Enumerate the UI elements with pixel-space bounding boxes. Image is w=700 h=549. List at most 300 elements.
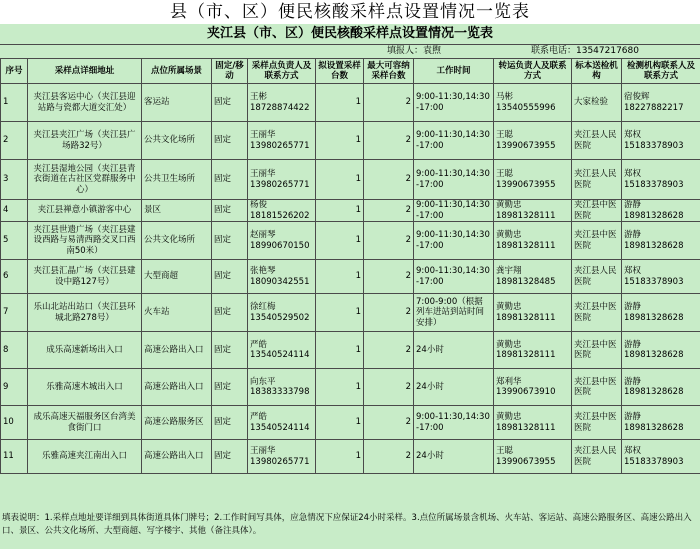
transport-phone: 18981328111 [496,210,556,221]
table-cell [572,84,622,122]
table-cell [414,294,494,332]
lab-contact-name: 游静 [624,376,642,387]
responsible-name: 严皓 [250,412,268,422]
max-count: 2 [405,135,411,146]
table-row [1,440,700,474]
table-cell [248,440,316,474]
table-cell [1,222,28,260]
work-time: 24小时 [416,344,444,355]
table-cell [248,406,316,440]
max-count: 2 [405,97,411,108]
site-address: 夹江县湿地公园（夹江县青衣街道在古社区党群服务中心） [33,163,136,195]
max-count: 2 [405,344,411,355]
lab-name: 夹江县中医医院 [574,302,617,323]
responsible-name: 杨俊 [250,200,268,210]
lab-contact-name: 游静 [624,339,642,350]
table-cell [212,260,248,294]
table-cell [364,294,414,332]
site-address: 成乐高速天福服务区台湾美食街门口 [33,412,136,433]
planned-count: 1 [355,451,361,462]
site-scene: 火车站 [144,307,170,318]
table-cell [622,84,700,122]
responsible-phone: 18181526202 [250,210,310,221]
document-title: 县（市、区）便民核酸采样点设置情况一览表 [170,2,530,22]
table-cell [494,160,572,200]
table-cell [28,200,142,222]
table-cell [212,369,248,406]
table-cell [212,84,248,122]
table-row [1,200,700,222]
site-type: 固定 [214,271,232,282]
responsible-name: 王丽华 [250,169,276,179]
table-row [1,260,700,294]
lab-contact-phone: 18981328628 [624,350,684,360]
table-cell [572,260,622,294]
site-type: 固定 [214,174,232,185]
site-scene: 景区 [144,205,162,216]
responsible-name: 王丽华 [250,130,276,140]
lab-contact-name: 游静 [624,302,642,312]
planned-count: 1 [355,381,361,392]
spreadsheet-area [0,24,700,549]
header-type: 固定/移动 [212,59,248,84]
table-cell [494,440,572,474]
transport-name: 马彬 [496,92,514,102]
transport-phone: 13540555996 [496,102,556,113]
responsible-phone: 18990670150 [250,240,310,251]
table-cell [494,84,572,122]
table-cell [364,222,414,260]
table-cell [494,332,572,369]
table-cell [572,369,622,406]
planned-count: 1 [355,344,361,355]
table-cell [212,332,248,369]
table-cell [622,222,700,260]
row-number: 11 [3,451,14,462]
transport-phone: 18981328111 [496,350,556,360]
table-cell [414,200,494,222]
table-row [1,84,700,122]
transport-phone: 13990673955 [496,140,556,151]
site-address: 乐雅高速夹江南出入口 [41,451,127,462]
lab-contact-name: 郑权 [624,130,642,140]
max-count: 2 [405,451,411,462]
transport-name: 王聪 [496,446,514,456]
transport-phone: 18981328111 [496,240,556,251]
table-cell [142,160,212,200]
table-cell [316,332,364,369]
transport-name: 龚宇翔 [496,266,522,276]
site-scene: 高速公路出入口 [144,381,204,392]
work-time: 24小时 [416,451,444,462]
transport-name: 黄勤忠 [496,200,522,210]
transport-name: 黄勤忠 [496,339,522,350]
header-lab: 标本送检机构 [572,59,622,84]
table-cell [316,294,364,332]
lab-name: 夹江县中医医院 [574,339,617,360]
work-time: 9:00-11:30,14:30-17:00 [416,412,490,433]
transport-phone: 13990673955 [496,179,556,190]
table-cell [248,260,316,294]
responsible-phone: 18728874422 [250,102,310,113]
table-cell [414,440,494,474]
site-scene: 公共文化场所 [144,135,196,146]
planned-count: 1 [355,271,361,282]
transport-phone: 18981328111 [496,312,556,323]
table-cell [414,332,494,369]
site-address: 乐山北站出站口（夹江县环城北路278号） [33,302,136,323]
row-number: 10 [3,417,14,428]
lab-name: 夹江县中医医院 [574,200,617,221]
table-cell [142,369,212,406]
table-cell [572,294,622,332]
table-cell [494,369,572,406]
work-time: 9:00-11:30,14:30-17:00 [416,266,490,287]
table-cell [414,122,494,160]
lab-contact-phone: 15183378903 [624,179,684,190]
table-cell [248,222,316,260]
table-cell [248,200,316,222]
table-cell [142,222,212,260]
table-cell [622,440,700,474]
header-transport: 转运负责人及联系方式 [494,59,572,84]
table-cell [622,294,700,332]
table-cell [494,222,572,260]
responsible-phone: 18383333798 [250,387,310,397]
lab-name: 大家检验 [574,97,609,108]
site-address: 成乐高速新场出入口 [46,344,123,355]
table-row [1,160,700,200]
header-time: 工作时间 [414,59,494,84]
work-time: 9:00-11:30,14:30-17:00 [416,130,490,151]
header-row [1,59,700,84]
responsible-phone: 13980265771 [250,179,310,190]
table-cell [248,122,316,160]
table-cell [28,160,142,200]
table-cell [212,440,248,474]
table-cell [316,406,364,440]
table-cell [364,440,414,474]
table-cell [316,160,364,200]
table-cell [1,84,28,122]
table-cell [248,84,316,122]
table-cell [622,200,700,222]
table-cell [248,332,316,369]
row-number: 1 [3,97,9,108]
planned-count: 1 [355,205,361,216]
site-type: 固定 [214,381,232,392]
lab-contact-name: 游静 [624,200,642,210]
transport-phone: 13990673910 [496,387,556,397]
table-cell [142,122,212,160]
table-cell [414,222,494,260]
table-cell [494,200,572,222]
lab-contact-phone: 18981328628 [624,387,684,397]
table-cell [212,294,248,332]
planned-count: 1 [355,135,361,146]
header-scene: 点位所属场景 [142,59,212,84]
site-address: 夹江县汇晶广场（夹江县建设中路127号） [33,266,136,287]
lab-name: 夹江县中医医院 [574,230,617,251]
header-planned: 拟设置采样台数 [316,59,364,84]
table-cell [1,294,28,332]
table-cell [494,122,572,160]
site-scene: 高速公路出入口 [144,344,204,355]
header-lab-contact: 检测机构联系人及联系方式 [622,59,700,84]
table-row [1,122,700,160]
lab-name: 夹江县人民医院 [574,266,617,287]
lab-contact-name: 游静 [624,230,642,240]
table-cell [28,294,142,332]
table-cell [572,200,622,222]
table-cell [212,122,248,160]
table-cell [212,160,248,200]
header-max: 最大可容纳采样台数 [364,59,414,84]
site-scene: 客运站 [144,97,170,108]
site-type: 固定 [214,205,232,216]
responsible-phone: 13980265771 [250,140,310,151]
table-cell [212,222,248,260]
lab-contact-phone: 18981328628 [624,240,684,251]
lab-name: 夹江县人民医院 [574,446,617,467]
table-cell [248,294,316,332]
table-cell [28,406,142,440]
site-scene: 公共卫生场所 [144,174,196,185]
table-cell [572,440,622,474]
table-cell [414,406,494,440]
row-number: 2 [3,135,9,146]
responsible-phone: 13540524114 [250,350,310,360]
site-address: 夹江县世遗广场（夹江县建设西路与易清西路交叉口西南50米） [33,224,136,256]
table-row [1,369,700,406]
lab-name: 夹江县中医医院 [574,412,617,433]
table-cell [364,84,414,122]
work-time: 9:00-11:30,14:30-17:00 [416,200,490,221]
row-number: 8 [3,344,9,355]
table-cell [572,122,622,160]
responsible-name: 向东平 [250,376,276,387]
lab-contact-phone: 15183378903 [624,276,684,287]
table-cell [316,200,364,222]
table-cell [364,369,414,406]
table-cell [494,260,572,294]
sheet-title: 夹江县（市、区）便民核酸采样点设置情况一览表 [0,24,700,45]
phone-label: 联系电话：13547217680 [531,46,639,56]
site-address: 夹江县客运中心（夹江县迎站路与瓷都大道交汇处） [33,92,136,113]
site-type: 固定 [214,135,232,146]
site-type: 固定 [214,97,232,108]
responsible-name: 王彬 [250,92,268,102]
site-type: 固定 [214,344,232,355]
table-cell [494,406,572,440]
planned-count: 1 [355,417,361,428]
table-cell [142,84,212,122]
max-count: 2 [405,271,411,282]
table-cell [1,332,28,369]
table-cell [364,122,414,160]
table-cell [622,260,700,294]
work-time: 9:00-11:30,14:30-17:00 [416,230,490,251]
table-cell [622,332,700,369]
max-count: 2 [405,307,411,318]
site-type: 固定 [214,451,232,462]
max-count: 2 [405,205,411,216]
table-cell [572,406,622,440]
table-cell [572,332,622,369]
table-row [1,332,700,369]
row-number: 7 [3,307,9,318]
site-scene: 高速公路服务区 [144,417,204,428]
sampling-sites-table [0,58,700,474]
table-cell [622,122,700,160]
table-cell [28,332,142,369]
lab-contact-phone: 18981328628 [624,210,684,221]
site-address: 夹江县夹江广场（夹江县广场路32号） [33,130,136,151]
transport-name: 黄勤忠 [496,230,522,240]
work-time: 24小时 [416,381,444,392]
table-cell [572,160,622,200]
table-cell [28,222,142,260]
row-number: 9 [3,381,9,392]
table-cell [212,406,248,440]
planned-count: 1 [355,174,361,185]
responsible-name: 赵丽琴 [250,230,276,240]
table-cell [494,294,572,332]
table-cell [414,260,494,294]
table-cell [414,84,494,122]
table-cell [364,260,414,294]
table-cell [248,369,316,406]
table-cell [1,406,28,440]
responsible-phone: 13980265771 [250,456,310,467]
table-row [1,406,700,440]
table-cell [28,260,142,294]
table-cell [622,369,700,406]
footnote: 填表说明：1.采样点地址要详细到具体街道具体门牌号；2.工作时间写具体，应急情况下应保证24小时采样。3.点位所属场景含机场、火车站、客运站、高速公路服务区、高速公路出入口、景区、公共文化场所、大型商超、写字楼宇、其他（备注具体）。 [2,513,692,536]
table-cell [142,440,212,474]
table-cell [414,160,494,200]
responsible-name: 徐红梅 [250,302,276,312]
table-cell [28,84,142,122]
site-scene: 高速公路出入口 [144,451,204,462]
site-address: 夹江县禅意小镇游客中心 [37,205,132,216]
lab-contact-name: 宿俊辉 [624,92,650,102]
responsible-name: 张艳琴 [250,266,276,276]
responsible-name: 王丽华 [250,446,276,456]
table-cell [316,222,364,260]
table-cell [1,122,28,160]
table-cell [1,260,28,294]
table-cell [622,406,700,440]
planned-count: 1 [355,97,361,108]
table-cell [622,160,700,200]
row-number: 3 [3,174,9,185]
planned-count: 1 [355,307,361,318]
lab-contact-name: 郑权 [624,266,642,276]
transport-phone: 18981328485 [496,276,556,287]
lab-name: 夹江县中医医院 [574,376,617,397]
lab-contact-phone: 18981328628 [624,312,684,323]
table-cell [28,440,142,474]
header-responsible: 采样点负责人及联系方式 [248,59,316,84]
planned-count: 1 [355,235,361,246]
lab-contact-phone: 18227882217 [624,102,684,113]
transport-name: 郑利华 [496,376,522,387]
row-number: 6 [3,271,9,282]
lab-contact-phone: 15183378903 [624,140,684,151]
table-cell [1,160,28,200]
site-scene: 公共文化场所 [144,235,196,246]
table-cell [1,440,28,474]
lab-contact-phone: 15183378903 [624,456,684,467]
table-cell [316,122,364,160]
lab-contact-phone: 18981328628 [624,422,684,433]
table-cell [316,440,364,474]
lab-name: 夹江县人民医院 [574,130,617,151]
row-number: 5 [3,235,9,246]
max-count: 2 [405,417,411,428]
max-count: 2 [405,381,411,392]
lab-contact-name: 游静 [624,412,642,422]
table-cell [248,160,316,200]
table-cell [212,200,248,222]
header-address: 采样点详细地址 [28,59,142,84]
table-cell [316,260,364,294]
filler-label: 填报人：袁煦 [387,46,442,56]
work-time: 9:00-11:30,14:30-17:00 [416,169,490,190]
site-type: 固定 [214,307,232,318]
max-count: 2 [405,235,411,246]
row-number: 4 [3,205,9,216]
table-cell [142,332,212,369]
responsible-phone: 18090342551 [250,276,310,287]
table-cell [142,294,212,332]
site-type: 固定 [214,417,232,428]
transport-name: 王聪 [496,169,514,179]
site-address: 乐雅高速木城出入口 [46,381,123,392]
table-cell [28,122,142,160]
site-type: 固定 [214,235,232,246]
table-cell [316,369,364,406]
meta-row [0,44,700,58]
table-cell [364,406,414,440]
transport-phone: 18981328111 [496,422,556,433]
table-cell [414,369,494,406]
table-cell [364,200,414,222]
site-scene: 大型商超 [144,271,179,282]
responsible-name: 严皓 [250,339,268,350]
table-row [1,294,700,332]
responsible-phone: 13540529502 [250,312,310,323]
transport-name: 王聪 [496,130,514,140]
transport-phone: 13990673955 [496,456,556,467]
header-no: 序号 [1,59,28,84]
responsible-phone: 13540524114 [250,422,310,433]
table-cell [364,332,414,369]
table-cell [364,160,414,200]
table-cell [142,260,212,294]
table-cell [316,84,364,122]
table-cell [572,222,622,260]
table-row [1,222,700,260]
lab-contact-name: 郑权 [624,169,642,179]
work-time: 9:00-11:30,14:30-17:00 [416,92,490,113]
table-cell [1,369,28,406]
transport-name: 黄勤忠 [496,412,522,422]
table-cell [142,406,212,440]
max-count: 2 [405,174,411,185]
table-cell [28,369,142,406]
